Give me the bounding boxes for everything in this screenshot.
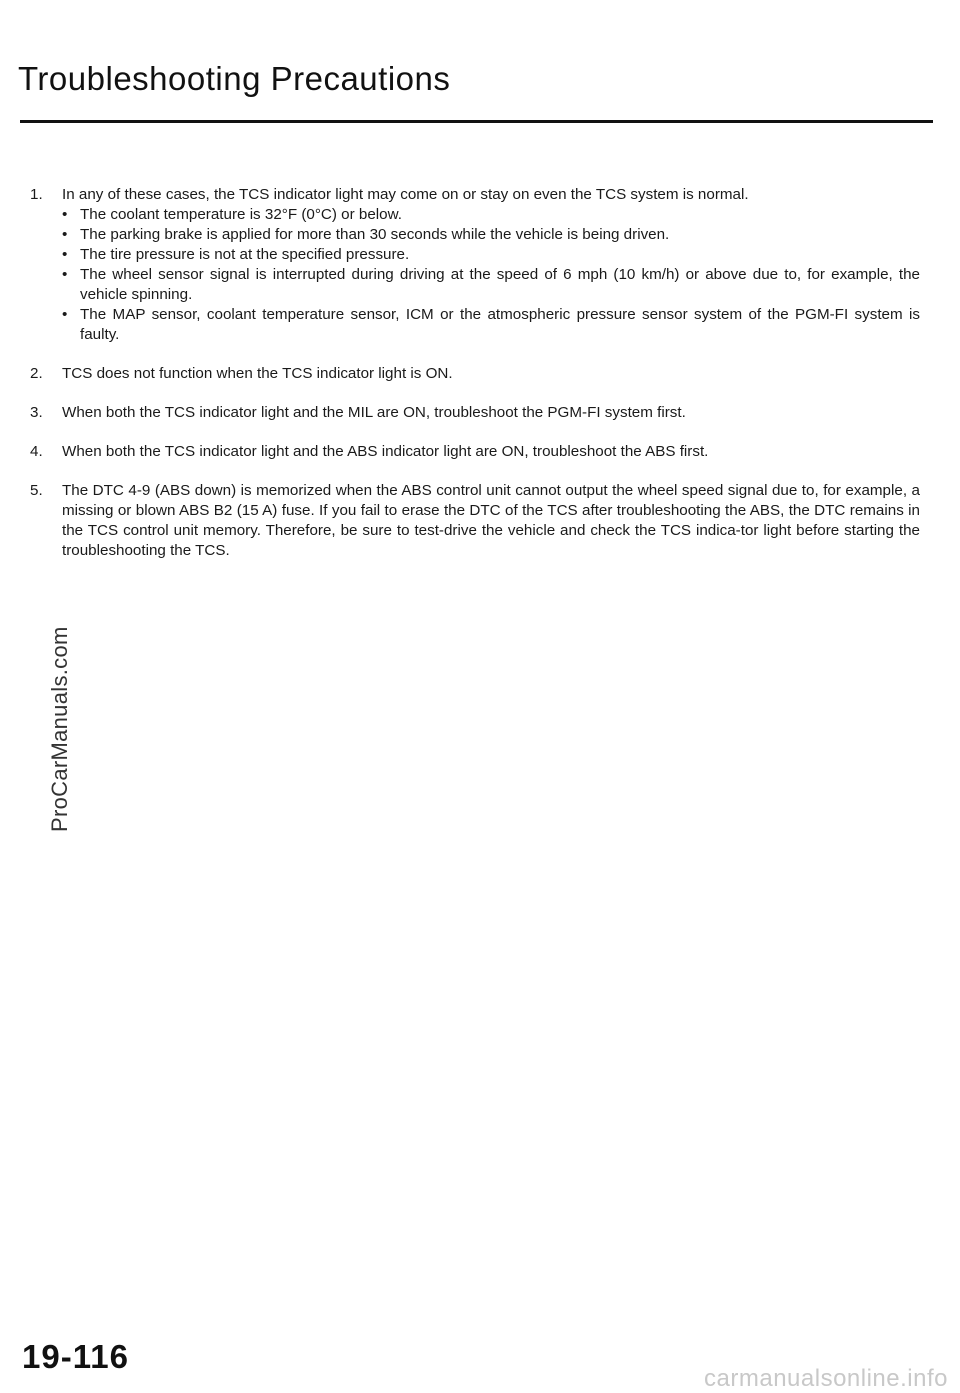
item-number: 2.: [30, 365, 43, 382]
footer-watermark: carmanualsonline.info: [704, 1365, 948, 1392]
precaution-item-2: [30, 364, 920, 384]
side-watermark: ProCarManuals.com: [47, 626, 72, 832]
condition-text: The parking brake is applied for more than 30 seconds while the vehicle is being driven.: [80, 226, 670, 243]
item-text: In any of these cases, the TCS indicator light may come on or stay on even the TCS system is normal.: [62, 186, 749, 203]
item-number: 1.: [30, 186, 43, 203]
item-number: 4.: [30, 443, 43, 460]
precaution-item-1: [30, 185, 920, 345]
condition-item: [62, 305, 920, 345]
bullet-icon: •: [62, 306, 68, 323]
bullet-icon: •: [62, 246, 68, 263]
page-title: Troubleshooting Precautions: [18, 60, 451, 97]
condition-text: The tire pressure is not at the specified pressure.: [80, 246, 410, 263]
condition-item: [62, 225, 920, 245]
condition-text: The MAP sensor, coolant temperature sensor, ICM or the atmospheric pressure sensor system of the PGM-FI system is faulty.: [80, 306, 920, 343]
condition-item: [62, 245, 920, 265]
title-divider: [20, 120, 933, 123]
bullet-icon: •: [62, 206, 68, 223]
condition-item: [62, 205, 920, 225]
bullet-icon: •: [62, 226, 68, 243]
precaution-item-3: [30, 403, 920, 423]
precaution-item-5: [30, 481, 920, 561]
bullet-icon: •: [62, 266, 68, 283]
condition-text: The wheel sensor signal is interrupted during driving at the speed of 6 mph (10 km/h) or above due to, for example, the vehicle spinning.: [80, 266, 920, 303]
condition-text: The coolant temperature is 32°F (0°C) or below.: [80, 206, 402, 223]
item-text: TCS does not function when the TCS indicator light is ON.: [62, 365, 453, 382]
precaution-item-4: [30, 442, 920, 462]
precautions-list: [30, 185, 920, 580]
item-text: The DTC 4-9 (ABS down) is memorized when the ABS control unit cannot output the wheel speed signal due to, for example, a missing or blown ABS B2 (15 A) fuse. If you fail to erase the DTC of the TCS after troubleshooting the ABS, the DTC remains in the TCS control unit memory. Therefore, be sure to test-drive the vehicle and check the TCS indica-tor light before starting the troubleshooting the TCS.: [62, 482, 920, 559]
item-text: When both the TCS indicator light and the MIL are ON, troubleshoot the PGM-FI system first.: [62, 404, 686, 421]
condition-list: [62, 205, 920, 345]
item-number: 3.: [30, 404, 43, 421]
item-text: When both the TCS indicator light and the ABS indicator light are ON, troubleshoot the ABS first.: [62, 443, 709, 460]
condition-item: [62, 265, 920, 305]
item-number: 5.: [30, 482, 43, 499]
page-number: 19-116: [22, 1338, 129, 1375]
